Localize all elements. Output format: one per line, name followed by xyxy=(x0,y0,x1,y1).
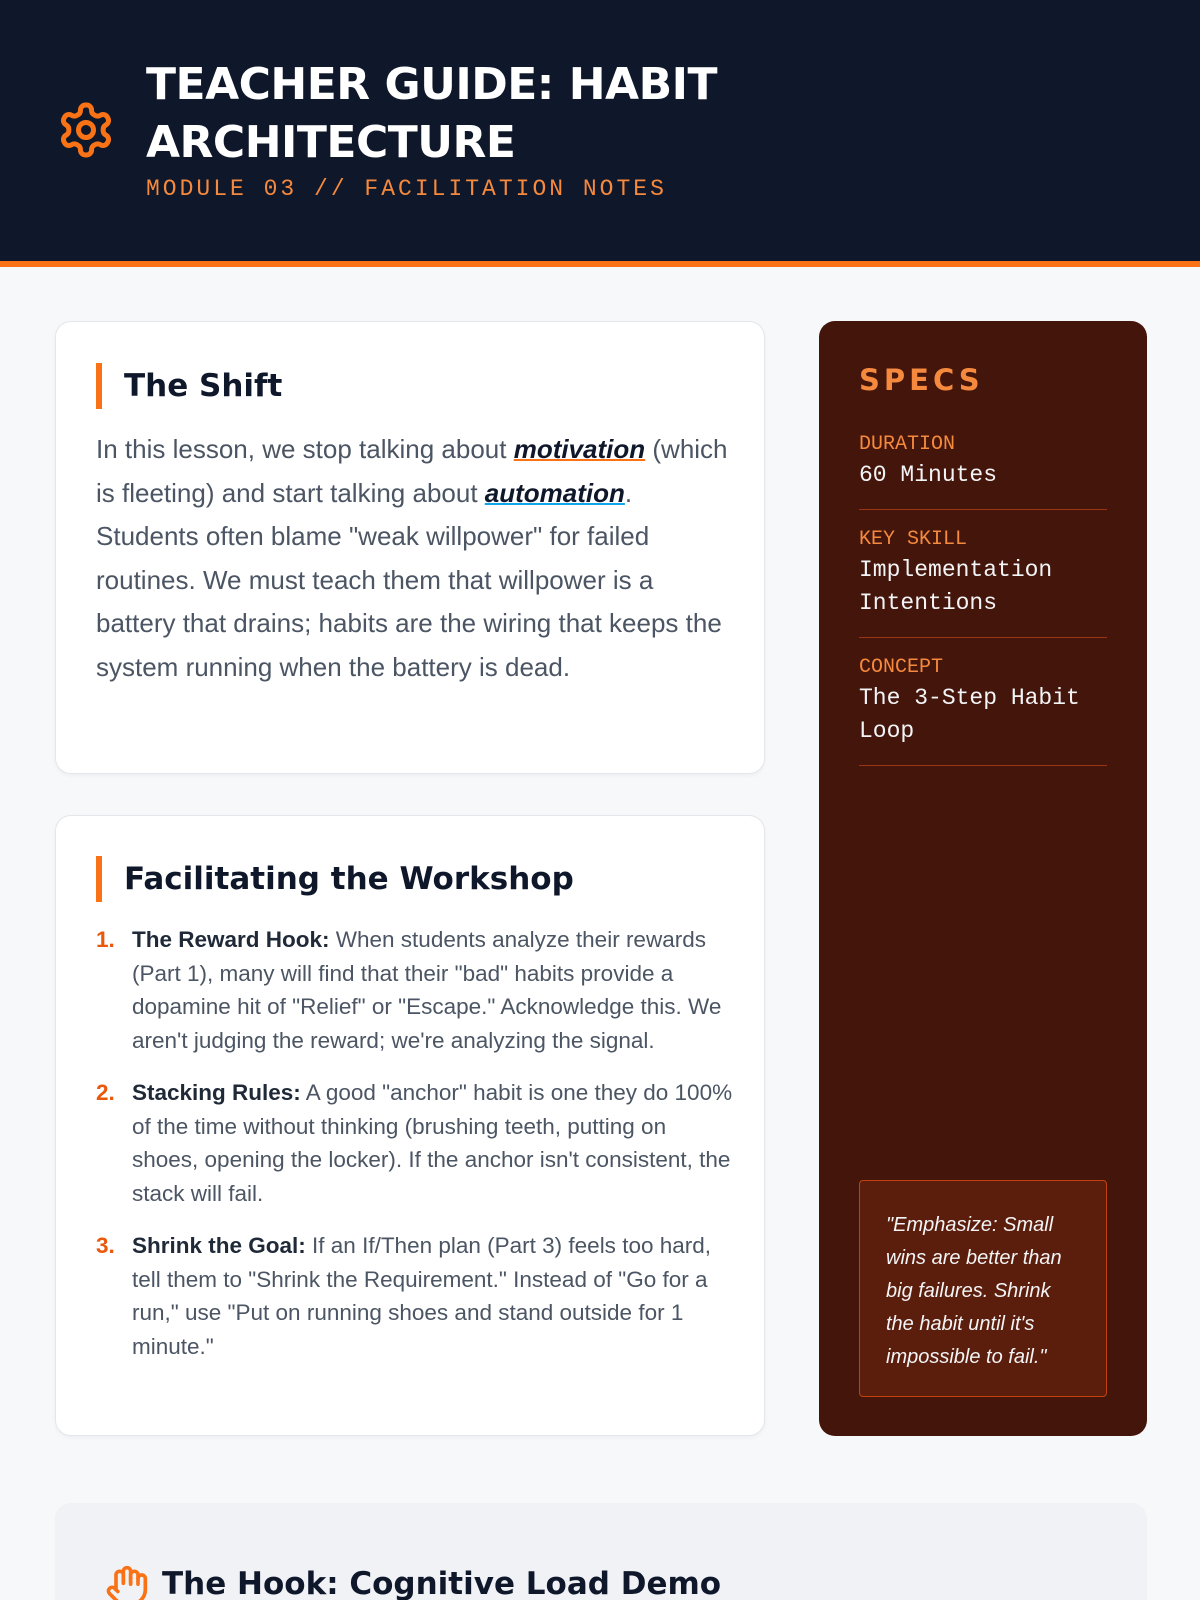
shift-card xyxy=(55,321,765,774)
list-item xyxy=(96,923,736,1057)
gear-icon xyxy=(56,100,116,160)
shift-paragraph xyxy=(96,428,736,689)
workshop-title: Facilitating the Workshop xyxy=(96,856,574,902)
step-text: When students analyze their rewards (Part 1), many will find that their "bad" habits provide a dopamine hit of "Relief" or "Escape." Acknowledge this. We aren't judging the reward; we're analyzing the signal. xyxy=(132,927,722,1053)
shift-text-3: . Students often blame "weak willpower" for failed routines. We must teach them that willpower is a battery that drains; habits are the wiring that keeps the system running when the battery is dead. xyxy=(96,477,722,682)
list-item xyxy=(96,1229,736,1363)
spec-label: CONCEPT xyxy=(859,656,944,679)
step-label: Shrink the Goal: xyxy=(132,1233,306,1258)
specs-title: SPECS xyxy=(859,363,984,397)
spec-key-skill xyxy=(859,526,1107,638)
spec-duration xyxy=(859,431,1107,510)
step-number: 3. xyxy=(96,1233,115,1258)
spec-value: The 3-Step Habit Loop xyxy=(859,685,1080,744)
specs-panel xyxy=(819,321,1147,1436)
step-label: Stacking Rules: xyxy=(132,1080,301,1105)
specs-list xyxy=(859,431,1107,782)
spec-label: KEY SKILL xyxy=(859,528,968,551)
page-subtitle: MODULE 03 // FACILITATION NOTES xyxy=(146,176,667,202)
shift-text-1: In this lesson, we stop talking about xyxy=(96,434,514,464)
page-header xyxy=(0,0,1200,267)
step-label: The Reward Hook: xyxy=(132,927,330,952)
shift-text-2: (which is fleeting) and start talking about xyxy=(96,434,728,508)
page-title: TEACHER GUIDE: HABIT ARCHITECTURE xyxy=(146,59,718,168)
keyword-automation: automation xyxy=(484,477,625,508)
shift-title: The Shift xyxy=(96,363,282,409)
spec-value: Implementation Intentions xyxy=(859,557,1053,616)
spec-value: 60 Minutes xyxy=(859,462,998,488)
hook-section xyxy=(55,1503,1147,1600)
emphasis-quote: "Emphasize: Small wins are better than big failures. Shrink the habit until it's impossible to fail." xyxy=(859,1180,1107,1397)
step-text: If an If/Then plan (Part 3) feels too hard, tell them to "Shrink the Requirement." Instead of "Go for a run," use "Put on running shoes and stand outside for 1 minute." xyxy=(132,1233,712,1359)
workshop-steps xyxy=(96,923,736,1382)
hook-title: The Hook: Cognitive Load Demo xyxy=(162,1566,722,1600)
step-text: A good "anchor" habit is one they do 100% of the time without thinking (brushing teeth, putting on shoes, opening the locker). If the anchor isn't consistent, the stack will fail. xyxy=(132,1080,733,1206)
keyword-motivation: motivation xyxy=(513,434,646,464)
step-number: 1. xyxy=(96,927,115,952)
spec-label: DURATION xyxy=(859,433,956,456)
step-number: 2. xyxy=(96,1080,115,1105)
list-item xyxy=(96,1076,736,1210)
spec-concept xyxy=(859,654,1107,766)
hand-icon xyxy=(105,1564,149,1600)
workshop-card xyxy=(55,815,765,1436)
